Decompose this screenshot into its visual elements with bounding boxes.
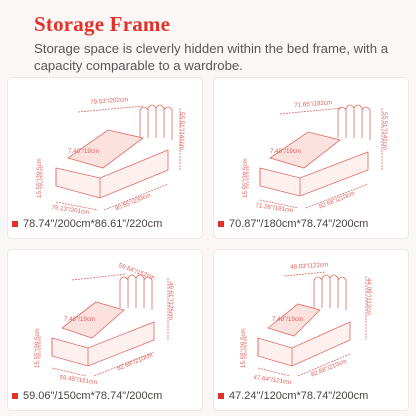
bed-size-card-4 — [214, 250, 408, 410]
dim-top: 79.53"/202cm — [90, 96, 129, 106]
bed-size-label — [12, 390, 162, 402]
dim-bottom-right: 90.55"/230cm — [114, 191, 152, 213]
page-subtitle: Storage space is cleverly hidden within the bed frame, with a capacity comparable to a wardrobe. — [34, 41, 389, 73]
bed-size-card-2 — [214, 78, 408, 238]
dim-left: 15.55"/39.5cm — [36, 158, 43, 198]
dim-bottom-right: 82.68"/210cm — [310, 357, 348, 379]
dim-inner: 7.48"/19cm — [272, 316, 304, 323]
bullet-icon — [12, 393, 18, 399]
bed-size-text: 78.74"/200cm*86.61"/220cm — [23, 218, 163, 230]
dim-bottom-left: 59.45"/151cm — [59, 374, 98, 387]
dim-inner: 7.48"/19cm — [270, 148, 302, 155]
dim-left: 15.55"/39.5cm — [34, 328, 41, 368]
bullet-icon — [218, 393, 224, 399]
dim-left: 15.55"/39.5cm — [242, 158, 249, 198]
dim-top: 71.65"/182cm — [294, 99, 333, 109]
bed-size-label — [218, 390, 368, 402]
bed-size-text: 47.24"/120cm*78.74"/200cm — [229, 390, 369, 402]
dim-bottom-left: 71.26"/181cm — [255, 202, 294, 215]
bed-size-text: 59.06"/150cm*78.74"/200cm — [23, 390, 163, 402]
bullet-icon — [218, 221, 224, 227]
dim-bottom-right: 82.68"/210cm — [116, 351, 154, 373]
bed-size-label — [218, 218, 368, 230]
dim-inner: 7.48"/19cm — [64, 316, 96, 323]
bed-size-text: 70.87"/180cm*78.74"/200cm — [229, 218, 369, 230]
dim-inner: 7.48"/19cm — [68, 148, 100, 155]
dim-left: 15.55"/39.5cm — [240, 328, 247, 368]
page-title: Storage Frame — [34, 12, 171, 36]
bed-size-card-3 — [8, 250, 202, 410]
bullet-icon — [12, 221, 18, 227]
dim-right: 55.51"/141cm — [178, 112, 185, 150]
dim-bottom-left: 79.13"/201cm — [51, 204, 90, 217]
dim-right: 55.51"/141cm — [381, 112, 388, 150]
dim-bottom-right: 82.68"/210cm — [318, 189, 356, 211]
dim-right: 44.09"/112cm — [365, 278, 372, 316]
bed-size-card-1 — [8, 78, 202, 238]
dim-bottom-left: 47.64"/121cm — [253, 374, 292, 387]
dim-top: 59.84"/152cm — [117, 262, 156, 282]
bed-size-label — [12, 218, 162, 230]
dim-right: 49.61"/126cm — [167, 282, 174, 320]
dim-top: 48.03"/122cm — [290, 261, 329, 271]
